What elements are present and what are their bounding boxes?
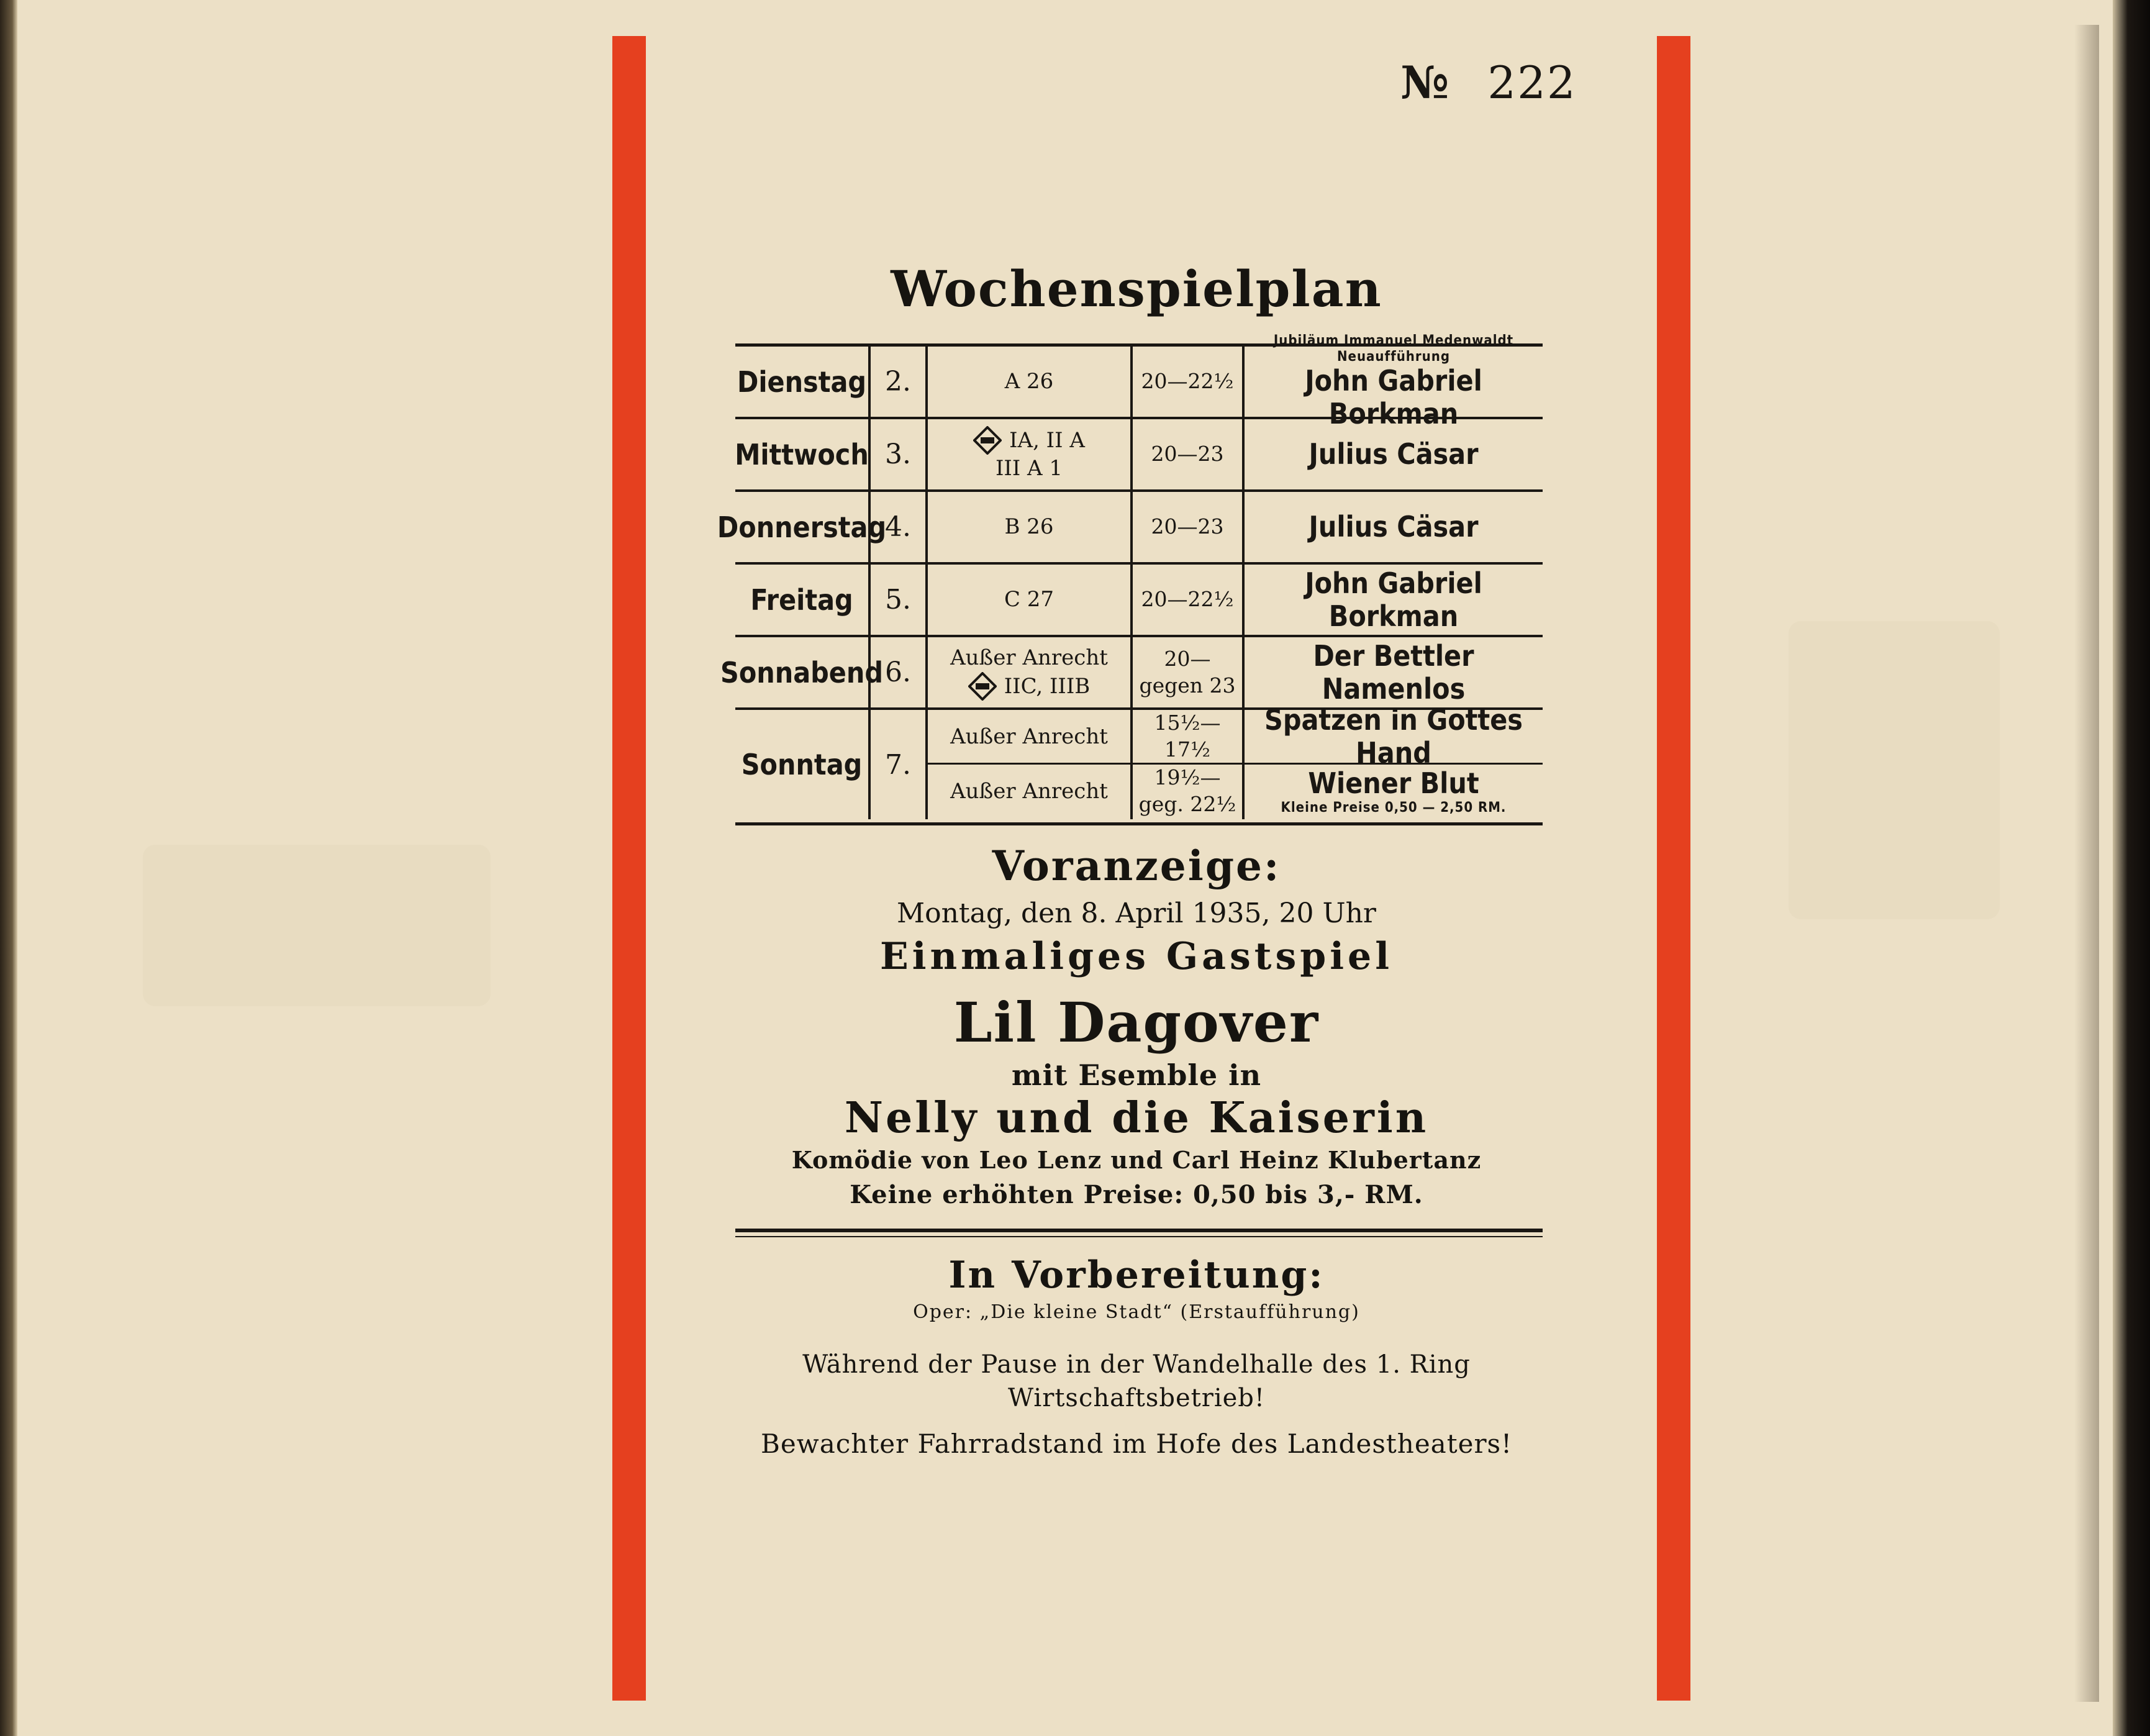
subscription-cell bbox=[928, 419, 1133, 489]
time-text-2: 17½ bbox=[1164, 737, 1210, 761]
time-cell: 20—23 bbox=[1133, 419, 1245, 489]
guest-play-title: Nelly und die Kaiserin bbox=[844, 1093, 1429, 1143]
table-row bbox=[720, 637, 1543, 710]
book-spine bbox=[0, 0, 17, 1736]
red-stripe-left bbox=[612, 36, 646, 1701]
time-cell bbox=[1133, 710, 1245, 819]
play-cell: Julius Cäsar bbox=[1309, 510, 1479, 544]
time-cell: 20—22½ bbox=[1133, 347, 1245, 417]
guest-artist-name: Lil Dagover bbox=[953, 990, 1320, 1055]
play-half bbox=[1245, 703, 1543, 770]
bicycle-parking-notice: Bewachter Fahrradstand im Hofe des Landestheaters! bbox=[761, 1429, 1512, 1459]
subscription-text: IA, II A bbox=[1009, 428, 1085, 453]
intermission-notice bbox=[733, 1348, 1540, 1415]
subscription-cell: A 26 bbox=[928, 347, 1133, 417]
time-text: 20— bbox=[1164, 646, 1211, 671]
subscription-line bbox=[968, 672, 1091, 701]
day-cell: Freitag bbox=[735, 565, 871, 635]
day-cell: Mittwoch bbox=[735, 419, 871, 489]
divider-thin bbox=[735, 1236, 1543, 1237]
time-half bbox=[1133, 765, 1242, 819]
day-cell: Sonnabend bbox=[735, 637, 871, 707]
opera-announcement: Oper: „Die kleine Stadt“ (Erstaufführung) bbox=[913, 1301, 1360, 1323]
subscription-half bbox=[928, 711, 1130, 765]
subscription-cell: C 27 bbox=[928, 565, 1133, 635]
time-text: 19½— bbox=[1154, 765, 1221, 790]
subscription-cell bbox=[928, 637, 1133, 707]
date-cell: 7. bbox=[871, 710, 928, 819]
table-row bbox=[735, 703, 1543, 819]
date-cell: 6. bbox=[871, 637, 928, 707]
show-through-right bbox=[1789, 621, 2000, 919]
date-cell: 5. bbox=[871, 565, 928, 635]
play-cell bbox=[1245, 703, 1543, 819]
weekly-schedule-table bbox=[717, 333, 1543, 825]
time-cell: 20—22½ bbox=[1133, 565, 1245, 635]
play-title: John Gabriel Borkman bbox=[1305, 363, 1482, 430]
in-preparation-heading: In Vorbereitung: bbox=[948, 1253, 1325, 1297]
time-text: 15½— bbox=[1154, 711, 1221, 735]
play-cell: Der Bettler Namenlos bbox=[1313, 639, 1474, 706]
play-note: Jubiläum Immanuel Medenwaldt bbox=[1273, 333, 1514, 349]
date-cell: 4. bbox=[871, 492, 928, 562]
theater-emblem-icon bbox=[968, 672, 997, 701]
day-cell: Sonntag bbox=[735, 710, 871, 819]
time-cell bbox=[1133, 637, 1245, 707]
table-row bbox=[735, 565, 1543, 637]
schedule-title: Wochenspielplan bbox=[891, 260, 1382, 318]
subscription-text-2: III A 1 bbox=[995, 456, 1063, 481]
time-text-2: geg. 22½ bbox=[1138, 792, 1236, 816]
play-title: Spatzen in Gottes Hand bbox=[1264, 703, 1523, 770]
play-title: Wiener Blut bbox=[1308, 766, 1479, 800]
theater-emblem-icon bbox=[973, 426, 1002, 455]
red-stripe-right bbox=[1657, 36, 1690, 1701]
page-edge bbox=[2113, 0, 2150, 1736]
subscription-line bbox=[973, 426, 1085, 455]
subscription-cell: B 26 bbox=[928, 492, 1133, 562]
page-number bbox=[1400, 56, 1577, 109]
table-row bbox=[735, 419, 1543, 492]
table-row bbox=[717, 492, 1543, 565]
price-info: Keine erhöhten Preise: 0,50 bis 3,- RM. bbox=[850, 1180, 1423, 1209]
page-fold-shadow bbox=[2074, 25, 2099, 1702]
table-row bbox=[735, 333, 1543, 430]
subscription-half bbox=[928, 765, 1130, 819]
day-cell: Dienstag bbox=[735, 347, 871, 417]
subscription-text: Außer Anrecht bbox=[950, 778, 1108, 804]
subscription-text-2: IIC, IIIB bbox=[1004, 673, 1091, 699]
date-cell: 3. bbox=[871, 419, 928, 489]
show-through-left bbox=[143, 845, 491, 1006]
time-text-2: gegen 23 bbox=[1139, 673, 1236, 698]
subscription-text: Außer Anrecht bbox=[950, 645, 1108, 671]
subscription-text: Außer Anrecht bbox=[950, 724, 1108, 749]
guest-performance-label: Einmaliges Gastspiel bbox=[880, 935, 1393, 978]
subscription-cell bbox=[928, 710, 1133, 819]
preview-date: Montag, den 8. April 1935, 20 Uhr bbox=[897, 898, 1376, 929]
number-value: 222 bbox=[1487, 57, 1577, 109]
number-sign: № bbox=[1400, 56, 1451, 109]
preview-heading: Voranzeige: bbox=[992, 842, 1281, 890]
intermission-line-2: Wirtschaftsbetrieb! bbox=[1008, 1384, 1265, 1412]
divider-thick bbox=[735, 1229, 1543, 1232]
ensemble-line: mit Esemble in bbox=[1011, 1058, 1262, 1092]
day-cell: Donnerstag bbox=[735, 492, 871, 562]
play-cell bbox=[1245, 333, 1543, 430]
play-authors: Komödie von Leo Lenz und Carl Heinz Klubertanz bbox=[791, 1146, 1482, 1174]
time-cell: 20—23 bbox=[1133, 492, 1245, 562]
time-half bbox=[1133, 711, 1242, 765]
play-cell: John Gabriel Borkman bbox=[1305, 566, 1482, 633]
play-note-2: Neuaufführung bbox=[1336, 348, 1451, 365]
play-half bbox=[1245, 765, 1543, 819]
play-cell: Julius Cäsar bbox=[1309, 437, 1479, 471]
intermission-line-1: Während der Pause in der Wandelhalle des 1. Ring bbox=[802, 1350, 1471, 1379]
price-note: Kleine Preise 0,50 — 2,50 RM. bbox=[1281, 799, 1507, 816]
date-cell: 2. bbox=[871, 347, 928, 417]
